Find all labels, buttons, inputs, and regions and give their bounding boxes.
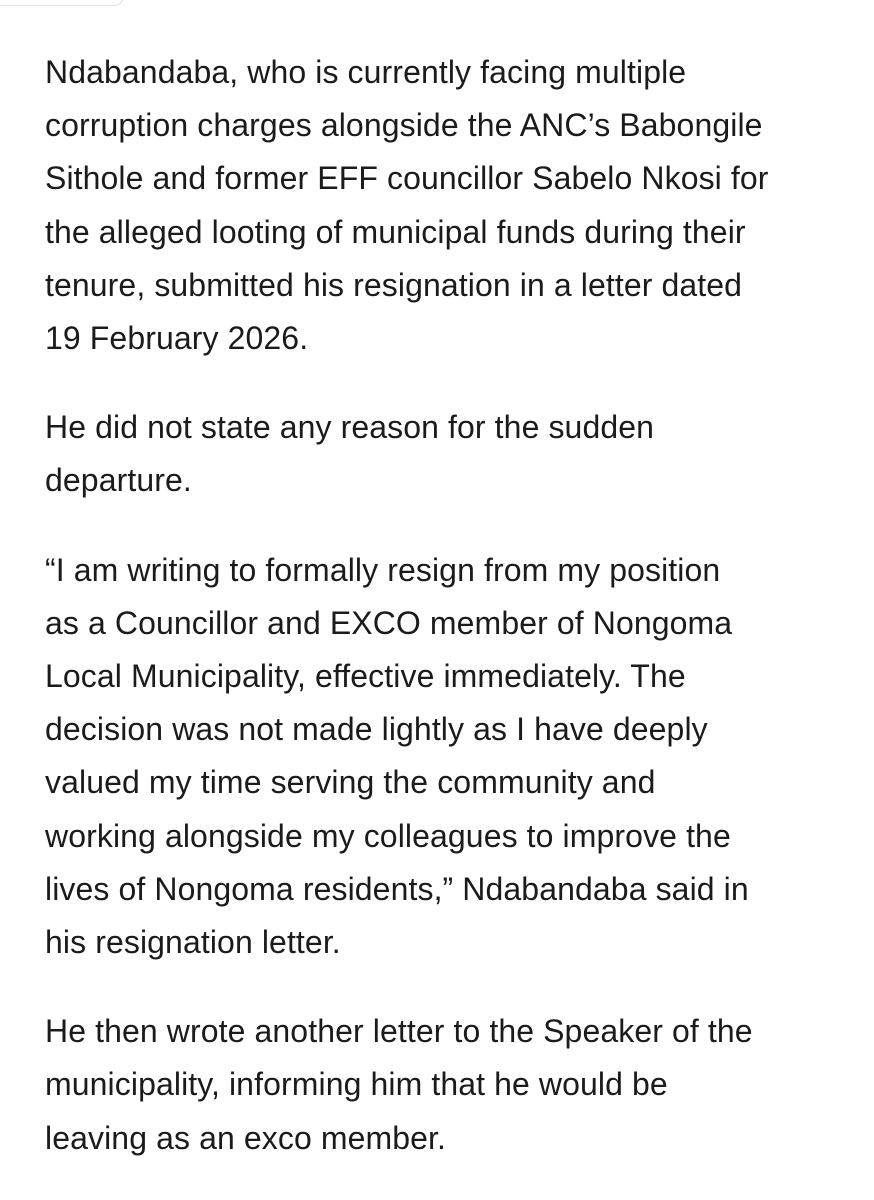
- paragraph-resignation-quote: “I am writing to formally resign from my position as a Councillor and EXCO member of Nongoma Local Municipality, effective immediately. The decision was not made lightly as I have deeply valued my time serving the community and working alongside my colleagues to improve the lives of Nongoma residents,” Ndabandaba said in his resignation letter.: [45, 551, 749, 961]
- paragraph-resignation-summary: Ndabandaba, who is currently facing multiple corruption charges alongside the ANC’s Babongile Sithole and former EFF councillor Sabelo Nkosi for the alleged looting of municipal funds during their tenure, submitted his resignation in a letter dated 19 February 2026.: [45, 54, 769, 357]
- paragraph-no-reason: He did not state any reason for the sudden departure.: [45, 409, 655, 499]
- top-card-fragment: [0, 0, 124, 6]
- paragraph-speaker-letter: He then wrote another letter to the Speaker of the municipality, informing him that he would be leaving as an exco member.: [45, 1013, 753, 1156]
- article-body: [45, 46, 845, 1200]
